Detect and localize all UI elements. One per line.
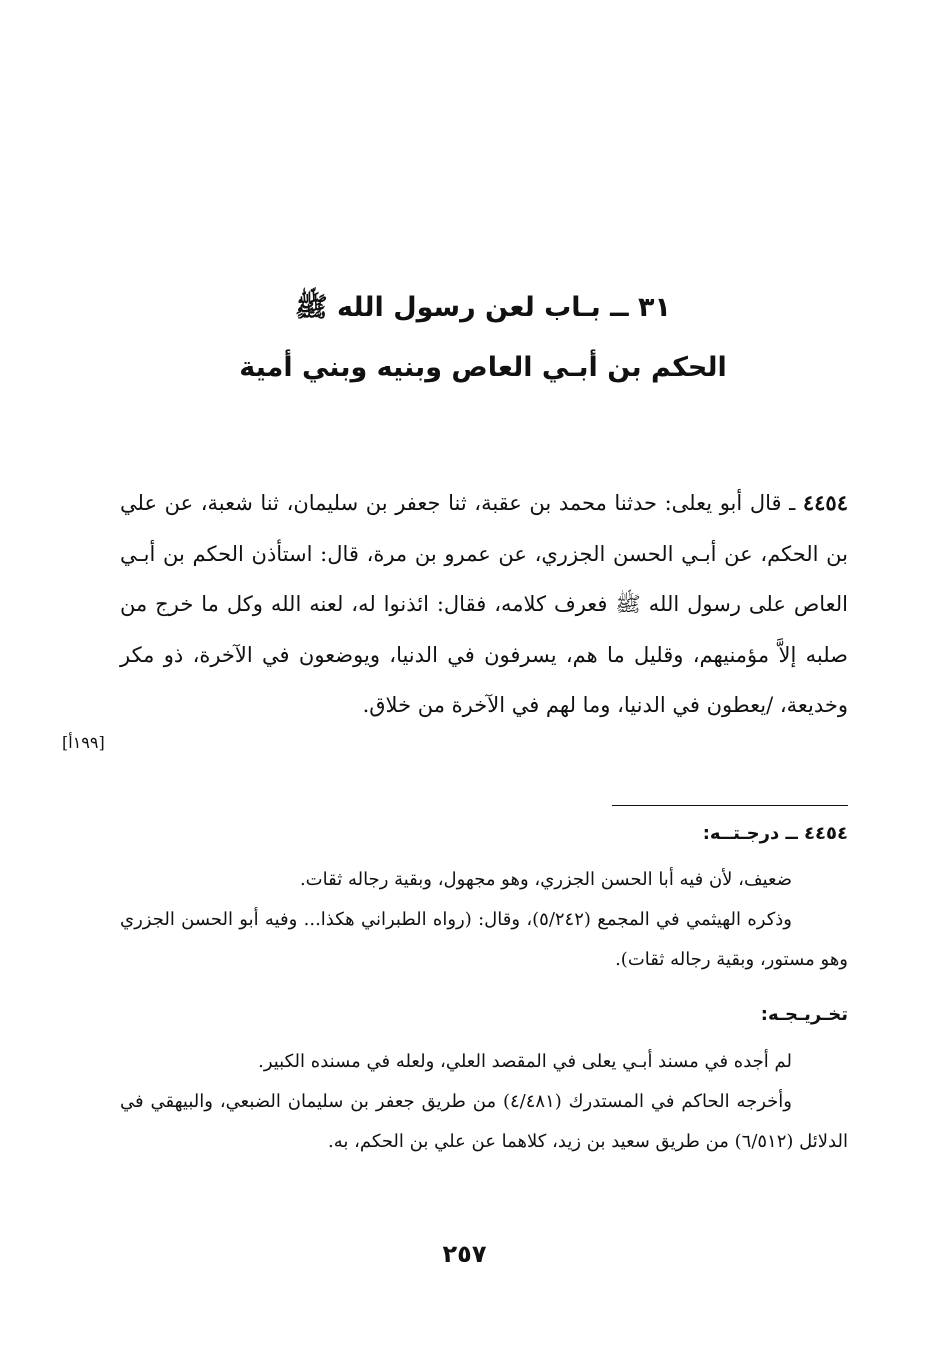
page-number: ٢٥٧ — [442, 1240, 487, 1268]
hadith-text — [120, 478, 848, 731]
grading-paragraph-1: ضعيف، لأن فيه أبا الحسن الجزري، وهو مجهول، وبقية رجاله ثقات. — [299, 869, 792, 890]
chapter-title-line-1: ٣١ ــ بـاب لعن رسول الله ﷺ — [295, 292, 671, 323]
grading-paragraph-2: وذكره الهيثمي في المجمع (٥/٢٤٢)، وقال: (رواه الطبراني هكذا... وفيه أبو الحسن الجزري وهو مستور، وبقية رجاله ثقات). — [120, 909, 848, 970]
takhrij-heading: تخـريـجـه: — [760, 1004, 848, 1025]
chapter-title-line-2: الحكم بن أبـي العاص وبنيه وبني أمية — [239, 352, 727, 383]
manuscript-folio-reference: [١٩٩أ] — [62, 733, 105, 752]
grading-section — [120, 860, 848, 980]
takhrij-paragraph-1: لم أجده في مسند أبـي يعلى في المقصد العلي، ولعله في مسنده الكبير. — [258, 1051, 792, 1072]
grading-heading: ٤٤٥٤ ــ درجـتــه: — [702, 823, 848, 844]
hadith-body: ـ قال أبو يعلى: حدثنا محمد بن عقبة، ثنا جعفر بن سليمان، ثنا شعبة، عن علي بن الحكم، عن أبـي الحسن الجزري، عن عمرو بن مرة، قال: استأذن الحكم بن أبـي العاص على رسول الله ﷺ فعرف كلامه، فقال: ائذنوا له، لعنه الله وكل ما خرج من صلبه إلاَّ مؤمنيهم، وقليل ما هم، يسرفون في الدنيا، ويوضعون في الآخرة، ذو مكر وخديعة، /يعطون في الدنيا، وما لهم في الآخرة من خلاق. — [120, 491, 848, 717]
hadith-number: ٤٤٥٤ — [802, 490, 848, 515]
footnote-divider — [612, 805, 848, 806]
takhrij-paragraph-2: وأخرجه الحاكم في المستدرك (٤/٤٨١) من طريق جعفر بن سليمان الضبعي، والبيهقي في الدلائل (٦/٥١٢) من طريق سعيد بن زيد، كلاهما عن علي بن الحكم، به. — [120, 1091, 848, 1152]
takhrij-section — [120, 1042, 848, 1162]
